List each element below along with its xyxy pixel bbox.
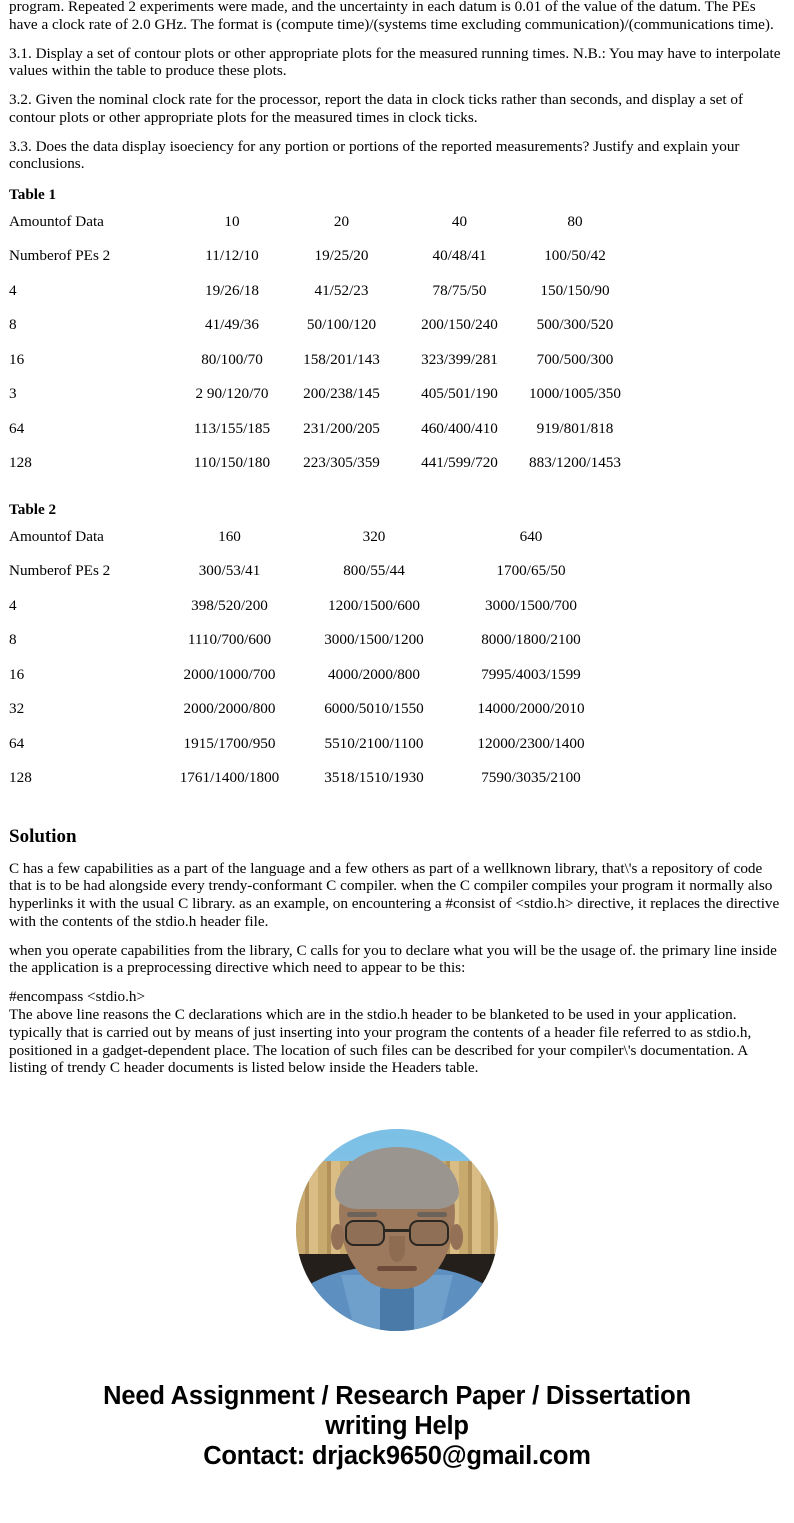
cell: 14000/2000/2010 — [477, 700, 585, 718]
table-row — [9, 454, 629, 488]
photo-lens-right — [409, 1220, 449, 1246]
cell: 78/75/50 — [432, 281, 487, 299]
row-label: 3 — [9, 385, 17, 403]
cell: 11/12/10 — [205, 247, 259, 265]
cell: 1915/1700/950 — [183, 734, 276, 752]
table-row — [9, 769, 609, 803]
cell: 398/520/200 — [191, 596, 268, 614]
row-label: 128 — [9, 454, 32, 471]
cell: 5510/2100/1100 — [324, 734, 424, 752]
table-1 — [9, 213, 629, 489]
table-2-header-label: Amountof Data — [9, 527, 104, 545]
photo-nose — [389, 1236, 405, 1262]
question-3-3: 3.3. Does the data display isoeciency for any portion or portions of the reported measurements? Justify and explain your conclusions. — [9, 137, 740, 173]
table-row-header — [9, 528, 609, 562]
photo-ear-right — [450, 1224, 463, 1250]
table-1-header-label: Amountof Data — [9, 212, 104, 230]
photo-eyebrow-right — [417, 1212, 447, 1217]
solution-paragraph-2: when you operate capabilities from the library, C calls for you to declare what you will be the usage of. the primary line inside the application is a preprocessing directive which need to appear to be this: — [9, 941, 777, 977]
cell: 2 90/120/70 — [195, 385, 269, 403]
question-3-1: 3.1. Display a set of contour plots or other appropriate plots for the measured running times. N.B.: You may have to interpolate values within the table to produce these plots. — [9, 44, 781, 80]
table-1-title: Table 1 — [9, 186, 57, 204]
cell: 40/48/41 — [432, 247, 487, 265]
cell: 7590/3035/2100 — [481, 769, 581, 787]
cta-line-1: Need Assignment / Research Paper / Dissertation — [103, 1382, 691, 1411]
cell: 919/801/818 — [536, 419, 614, 437]
cell: 223/305/359 — [303, 454, 380, 471]
row-label: 16 — [9, 665, 25, 683]
cell: 405/501/190 — [421, 385, 498, 403]
table-row-header — [9, 213, 629, 247]
cell: 3000/1500/1200 — [324, 631, 424, 649]
cell: 12000/2300/1400 — [477, 734, 585, 752]
cell: 700/500/300 — [536, 350, 614, 368]
photo-ear-left — [331, 1224, 344, 1250]
table-row — [9, 282, 629, 316]
table-1-header-col-1: 10 — [224, 212, 240, 230]
row-label: 4 — [9, 281, 17, 299]
cell: 1200/1500/600 — [328, 596, 420, 614]
cell: 1700/65/50 — [496, 562, 566, 580]
cell: 3518/1510/1930 — [324, 769, 424, 787]
cell: 2000/2000/800 — [183, 700, 276, 718]
cell: 158/201/143 — [303, 350, 380, 368]
cell: 50/100/120 — [306, 316, 377, 334]
cell: 2000/1000/700 — [183, 665, 276, 683]
table-1-header-col-4: 80 — [567, 212, 583, 230]
row-label: 64 — [9, 419, 25, 437]
cell: 19/25/20 — [314, 247, 369, 265]
table-row — [9, 385, 629, 419]
question-3-2: 3.2. Given the nominal clock rate for the processor, report the data in clock ticks rather than seconds, and display a set of contour plots or other appropriate plots for the measured times in clock ticks. — [9, 91, 744, 126]
cell: 300/53/41 — [198, 562, 261, 580]
table-2-header-col-2: 320 — [362, 527, 386, 545]
cta-block — [9, 1381, 785, 1471]
table-2 — [9, 528, 609, 804]
photo-glasses-bridge — [385, 1229, 409, 1232]
cta-line-2: writing Help — [325, 1412, 469, 1441]
row-label: 4 — [9, 596, 17, 614]
row-label: Numberof PEs 2 — [9, 247, 111, 265]
solution-heading: Solution — [9, 825, 77, 847]
table-row — [9, 247, 629, 281]
photo-tie — [380, 1285, 414, 1331]
table-1-header-col-3: 40 — [451, 212, 468, 230]
cell: 41/49/36 — [204, 316, 259, 334]
table-2-header-col-3: 640 — [519, 527, 543, 545]
cell: 200/150/240 — [421, 316, 498, 334]
cell: 323/399/281 — [421, 350, 498, 368]
cell: 460/400/410 — [421, 419, 498, 437]
cell: 41/52/23 — [314, 281, 369, 299]
row-label: 8 — [9, 631, 17, 649]
solution-paragraph-3: The above line reasons the C declarations which are in the stdio.h header to be blanketed to be used in your application. typically that is carried out by means of just inserting into your program the contents of a header file referred to as stdio.h, positioned in a gadget-dependent place. The location of such files can be described for your compiler\'s documentation. A listing of trendy C header documents is listed below inside the Headers table. — [9, 1006, 752, 1077]
cell: 4000/2000/800 — [328, 665, 420, 683]
row-label: 128 — [9, 769, 32, 787]
cell: 500/300/520 — [536, 316, 614, 334]
table-row — [9, 597, 609, 631]
cell: 19/26/18 — [204, 281, 259, 299]
table-row — [9, 666, 609, 700]
profile-photo-container — [9, 1129, 785, 1331]
cell: 883/1200/1453 — [529, 454, 621, 471]
photo-eyebrow-left — [347, 1212, 377, 1217]
row-label: 64 — [9, 734, 25, 752]
table-row — [9, 735, 609, 769]
table-1-header-col-2: 20 — [333, 212, 350, 230]
profile-photo — [296, 1129, 498, 1331]
table-row — [9, 700, 609, 734]
cta-contact-email: Contact: drjack9650@gmail.com — [203, 1442, 591, 1471]
cell: 200/238/145 — [303, 385, 380, 403]
table-row — [9, 316, 629, 350]
cell: 110/150/180 — [193, 454, 271, 471]
row-label: 16 — [9, 350, 25, 368]
cell: 3000/1500/700 — [485, 596, 577, 614]
table-2-header-col-1: 160 — [218, 527, 241, 545]
cell: 6000/5010/1550 — [324, 700, 424, 718]
cell: 7995/4003/1599 — [481, 665, 581, 683]
cell: 441/599/720 — [421, 454, 498, 471]
cell: 100/50/42 — [544, 247, 606, 265]
intro-paragraph: program. Repeated 2 experiments were made, and the uncertainty in each datum is 0.01 of the value of the datum. The PEs have a clock rate of 2.0 GHz. The format is (compute time)/(systems time excluding communication)/(communications time). — [9, 0, 774, 33]
photo-lens-left — [345, 1220, 385, 1246]
cell: 1761/1400/1800 — [179, 769, 280, 787]
cell: 231/200/205 — [303, 419, 380, 437]
cell: 800/55/44 — [343, 562, 405, 580]
cell: 1000/1005/350 — [529, 385, 621, 403]
table-row — [9, 562, 609, 596]
cell: 1110/700/600 — [187, 631, 272, 649]
solution-paragraph-1: C has a few capabilities as a part of the language and a few others as part of a wellknown library, that\'s a repository of code that is to be had alongside every trendy-conformant C compiler. when the C compiler compiles your program it normally also hyperlinks it with the usual C library. as an example, on encountering a #consist of <stdio.h> directive, it replaces the directive with the contents of the stdio.h header file. — [9, 859, 780, 930]
row-label: Numberof PEs 2 — [9, 562, 111, 580]
table-row — [9, 351, 629, 385]
cell: 113/155/185 — [193, 419, 271, 437]
cell: 80/100/70 — [201, 350, 263, 368]
photo-mouth — [377, 1266, 417, 1271]
table-2-title: Table 2 — [9, 501, 57, 519]
table-row — [9, 420, 629, 454]
row-label: 8 — [9, 316, 17, 334]
code-include-line: #encompass <stdio.h> — [9, 988, 146, 1006]
cell: 8000/1800/2100 — [481, 631, 581, 649]
row-label: 32 — [9, 700, 25, 718]
cell: 150/150/90 — [540, 281, 610, 299]
table-row — [9, 631, 609, 665]
